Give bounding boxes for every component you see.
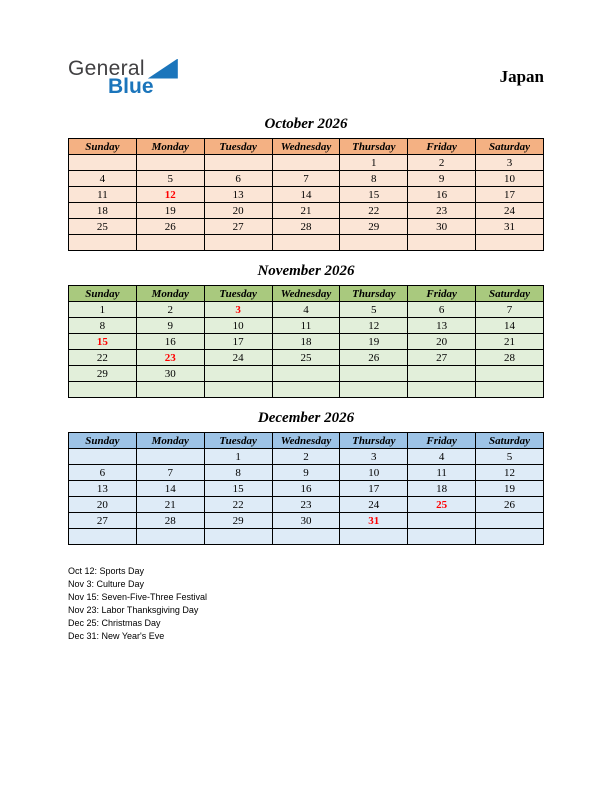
date-cell: 4: [272, 302, 340, 318]
week-row: [69, 497, 544, 513]
date-cell: 3: [476, 155, 544, 171]
date-cell: 7: [476, 302, 544, 318]
month-section-october: [68, 116, 544, 251]
date-cell: 13: [69, 481, 137, 497]
month-section-november: [68, 263, 544, 398]
day-header-row: [69, 286, 544, 302]
date-cell: 2: [408, 155, 476, 171]
date-cell: 6: [69, 465, 137, 481]
day-header: Saturday: [476, 433, 544, 449]
week-row: [69, 235, 544, 251]
week-row: [69, 334, 544, 350]
date-cell: 27: [69, 513, 137, 529]
date-cell: 28: [136, 513, 204, 529]
date-cell: 17: [340, 481, 408, 497]
calendar-table: [68, 285, 544, 398]
empty-cell: [272, 529, 340, 545]
logo-text-blue: Blue: [108, 74, 154, 98]
date-cell: 23: [136, 350, 204, 366]
empty-cell: [272, 155, 340, 171]
month-title: November 2026: [257, 263, 355, 279]
month-calendar: [68, 285, 544, 398]
holiday-note: Nov 23: Labor Thanksgiving Day: [68, 605, 199, 615]
date-cell: 31: [476, 219, 544, 235]
date-cell: 30: [408, 219, 476, 235]
date-cell: 11: [408, 465, 476, 481]
day-header: Wednesday: [272, 139, 340, 155]
day-header: Wednesday: [272, 433, 340, 449]
empty-cell: [476, 366, 544, 382]
date-cell: 3: [340, 449, 408, 465]
empty-cell: [69, 155, 137, 171]
day-header: Thursday: [340, 139, 408, 155]
date-cell: 5: [340, 302, 408, 318]
week-row: [69, 529, 544, 545]
date-cell: 27: [408, 350, 476, 366]
date-cell: 9: [136, 318, 204, 334]
day-header: Wednesday: [272, 286, 340, 302]
date-cell: 19: [476, 481, 544, 497]
day-header: Monday: [136, 433, 204, 449]
date-cell: 21: [272, 203, 340, 219]
date-cell: 9: [272, 465, 340, 481]
date-cell: 31: [340, 513, 408, 529]
empty-cell: [204, 366, 272, 382]
date-cell: 12: [340, 318, 408, 334]
date-cell: 5: [136, 171, 204, 187]
date-cell: 15: [69, 334, 137, 350]
empty-cell: [476, 382, 544, 398]
date-cell: 1: [204, 449, 272, 465]
empty-cell: [136, 155, 204, 171]
day-header: Friday: [408, 286, 476, 302]
date-cell: 15: [204, 481, 272, 497]
month-section-december: [68, 410, 544, 545]
date-cell: 27: [204, 219, 272, 235]
holiday-note: Dec 31: New Year's Eve: [68, 631, 165, 641]
empty-cell: [408, 382, 476, 398]
date-cell: 14: [272, 187, 340, 203]
date-cell: 10: [476, 171, 544, 187]
empty-cell: [272, 235, 340, 251]
day-header: Friday: [408, 139, 476, 155]
empty-cell: [476, 529, 544, 545]
month-title: October 2026: [264, 116, 348, 132]
empty-cell: [69, 382, 137, 398]
date-cell: 25: [408, 497, 476, 513]
date-cell: 2: [136, 302, 204, 318]
day-header: Saturday: [476, 139, 544, 155]
week-row: [69, 203, 544, 219]
date-cell: 3: [204, 302, 272, 318]
empty-cell: [136, 449, 204, 465]
date-cell: 26: [476, 497, 544, 513]
day-header-row: [69, 139, 544, 155]
date-cell: 5: [476, 449, 544, 465]
empty-cell: [136, 235, 204, 251]
day-header: Monday: [136, 286, 204, 302]
general-blue-logo: [68, 58, 178, 97]
empty-cell: [204, 529, 272, 545]
date-cell: 17: [476, 187, 544, 203]
date-cell: 11: [69, 187, 137, 203]
week-row: [69, 465, 544, 481]
day-header: Saturday: [476, 286, 544, 302]
date-cell: 30: [136, 366, 204, 382]
week-row: [69, 302, 544, 318]
date-cell: 7: [272, 171, 340, 187]
week-row: [69, 350, 544, 366]
date-cell: 22: [204, 497, 272, 513]
week-row: [69, 481, 544, 497]
empty-cell: [204, 235, 272, 251]
day-header: Sunday: [69, 286, 137, 302]
date-cell: 16: [136, 334, 204, 350]
date-cell: 30: [272, 513, 340, 529]
holiday-notes-list: [68, 565, 544, 643]
empty-cell: [408, 366, 476, 382]
date-cell: 16: [272, 481, 340, 497]
date-cell: 23: [408, 203, 476, 219]
date-cell: 1: [69, 302, 137, 318]
day-header: Tuesday: [204, 433, 272, 449]
date-cell: 18: [272, 334, 340, 350]
month-title: December 2026: [257, 410, 355, 426]
date-cell: 20: [204, 203, 272, 219]
day-header: Thursday: [340, 286, 408, 302]
date-cell: 15: [340, 187, 408, 203]
empty-cell: [69, 235, 137, 251]
date-cell: 29: [340, 219, 408, 235]
date-cell: 21: [136, 497, 204, 513]
date-cell: 23: [272, 497, 340, 513]
empty-cell: [69, 449, 137, 465]
date-cell: 24: [204, 350, 272, 366]
calendar-table: [68, 138, 544, 251]
day-header-row: [69, 433, 544, 449]
month-calendar: [68, 432, 544, 545]
week-row: [69, 171, 544, 187]
day-header: Tuesday: [204, 139, 272, 155]
date-cell: 26: [136, 219, 204, 235]
date-cell: 12: [476, 465, 544, 481]
week-row: [69, 187, 544, 203]
week-row: [69, 155, 544, 171]
empty-cell: [272, 382, 340, 398]
date-cell: 22: [69, 350, 137, 366]
date-cell: 20: [408, 334, 476, 350]
week-row: [69, 219, 544, 235]
date-cell: 1: [340, 155, 408, 171]
week-row: [69, 382, 544, 398]
date-cell: 18: [408, 481, 476, 497]
date-cell: 13: [204, 187, 272, 203]
date-cell: 19: [340, 334, 408, 350]
date-cell: 12: [136, 187, 204, 203]
empty-cell: [408, 529, 476, 545]
date-cell: 7: [136, 465, 204, 481]
week-row: [69, 366, 544, 382]
date-cell: 28: [476, 350, 544, 366]
date-cell: 24: [340, 497, 408, 513]
date-cell: 8: [340, 171, 408, 187]
logo-triangle-icon: [148, 59, 178, 79]
empty-cell: [408, 513, 476, 529]
empty-cell: [204, 155, 272, 171]
empty-cell: [340, 366, 408, 382]
day-header: Monday: [136, 139, 204, 155]
empty-cell: [136, 529, 204, 545]
day-header: Thursday: [340, 433, 408, 449]
empty-cell: [408, 235, 476, 251]
empty-cell: [204, 382, 272, 398]
month-calendar: [68, 138, 544, 251]
empty-cell: [476, 235, 544, 251]
date-cell: 28: [272, 219, 340, 235]
date-cell: 13: [408, 318, 476, 334]
date-cell: 8: [204, 465, 272, 481]
country-title: Japan: [499, 67, 544, 86]
empty-cell: [340, 529, 408, 545]
day-header: Tuesday: [204, 286, 272, 302]
date-cell: 18: [69, 203, 137, 219]
date-cell: 25: [69, 219, 137, 235]
date-cell: 25: [272, 350, 340, 366]
date-cell: 17: [204, 334, 272, 350]
date-cell: 8: [69, 318, 137, 334]
date-cell: 19: [136, 203, 204, 219]
date-cell: 14: [476, 318, 544, 334]
week-row: [69, 318, 544, 334]
holiday-note: Nov 15: Seven-Five-Three Festival: [68, 592, 208, 602]
logo-text-general: General: [68, 56, 145, 80]
holiday-note: Oct 12: Sports Day: [68, 566, 145, 576]
empty-cell: [136, 382, 204, 398]
date-cell: 11: [272, 318, 340, 334]
date-cell: 16: [408, 187, 476, 203]
empty-cell: [340, 235, 408, 251]
date-cell: 2: [272, 449, 340, 465]
date-cell: 6: [408, 302, 476, 318]
day-header: Sunday: [69, 433, 137, 449]
date-cell: 4: [69, 171, 137, 187]
day-header: Friday: [408, 433, 476, 449]
date-cell: 26: [340, 350, 408, 366]
date-cell: 24: [476, 203, 544, 219]
day-header: Sunday: [69, 139, 137, 155]
date-cell: 29: [69, 366, 137, 382]
calendar-table: [68, 432, 544, 545]
page-header: [68, 50, 544, 104]
date-cell: 20: [69, 497, 137, 513]
date-cell: 22: [340, 203, 408, 219]
date-cell: 10: [340, 465, 408, 481]
date-cell: 6: [204, 171, 272, 187]
empty-cell: [476, 513, 544, 529]
empty-cell: [340, 382, 408, 398]
empty-cell: [272, 366, 340, 382]
holiday-note: Dec 25: Christmas Day: [68, 618, 161, 628]
date-cell: 14: [136, 481, 204, 497]
week-row: [69, 513, 544, 529]
holiday-note: Nov 3: Culture Day: [68, 579, 145, 589]
date-cell: 10: [204, 318, 272, 334]
date-cell: 4: [408, 449, 476, 465]
date-cell: 9: [408, 171, 476, 187]
date-cell: 21: [476, 334, 544, 350]
empty-cell: [69, 529, 137, 545]
date-cell: 29: [204, 513, 272, 529]
week-row: [69, 449, 544, 465]
